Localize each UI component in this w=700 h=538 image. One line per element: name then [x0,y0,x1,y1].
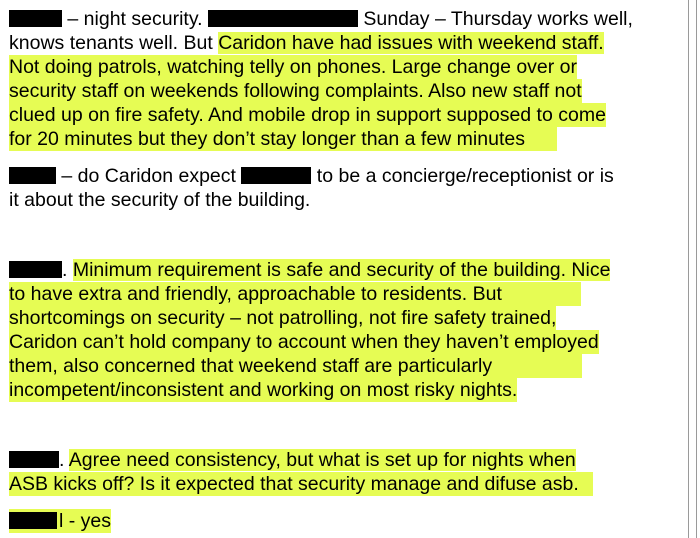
block4-line2: ASB kicks off? Is it expected that security manage and difuse asb. [9,472,593,496]
redaction-bar [9,261,62,278]
redaction-bar [9,512,57,529]
block3-line3: shortcomings on security – not patrolling, not fire safety trained, [9,307,557,329]
block3-line5: them, also concerned that weekend staff are particularly [9,354,582,378]
block1-line4: security staff on weekends following complaints. Also new staff not [9,80,582,102]
highlight: Minimum requirement is safe and security of the building. Nice [72,259,611,281]
redaction-bar [208,10,358,27]
table-border [688,0,689,538]
highlight: Agree need consistency, but what is set up for nights when [68,449,576,471]
block2-line1: – do Caridon expect to be a concierge/receptionist or is [9,164,614,188]
block3-line6: incompetent/inconsistent and working on most risky nights. [9,379,518,401]
block2-line2: it about the security of the building. [9,189,311,211]
table-border [696,0,697,538]
redaction-bar [9,451,59,468]
block1-line6: for 20 minutes but they don’t stay longer than a few minutes [9,127,557,151]
block1-line1: – night security. Sunday – Thursday works well, [9,7,633,31]
block1-line2: knows tenants well. But Caridon have had issues with weekend staff. [9,32,604,54]
block3-line1: . Minimum requirement is safe and security of the building. Nice [9,258,610,282]
block3-line4: Caridon can’t hold company to account when they haven’t employed [9,331,599,353]
block5-line1: l - yes [9,509,111,533]
redaction-bar [9,167,56,184]
block3-line2: to have extra and friendly, approachable to residents. But [9,282,581,306]
redaction-bar [9,10,62,27]
block1-line5: clued up on fire safety. And mobile drop in support supposed to come [9,104,606,126]
block4-line1: . Agree need consistency, but what is set up for nights when [9,448,576,472]
block1-line3: Not doing patrols, watching telly on phones. Large change over or [9,56,578,78]
highlight: Caridon have had issues with weekend staff. [218,32,604,54]
redaction-bar [241,167,311,184]
